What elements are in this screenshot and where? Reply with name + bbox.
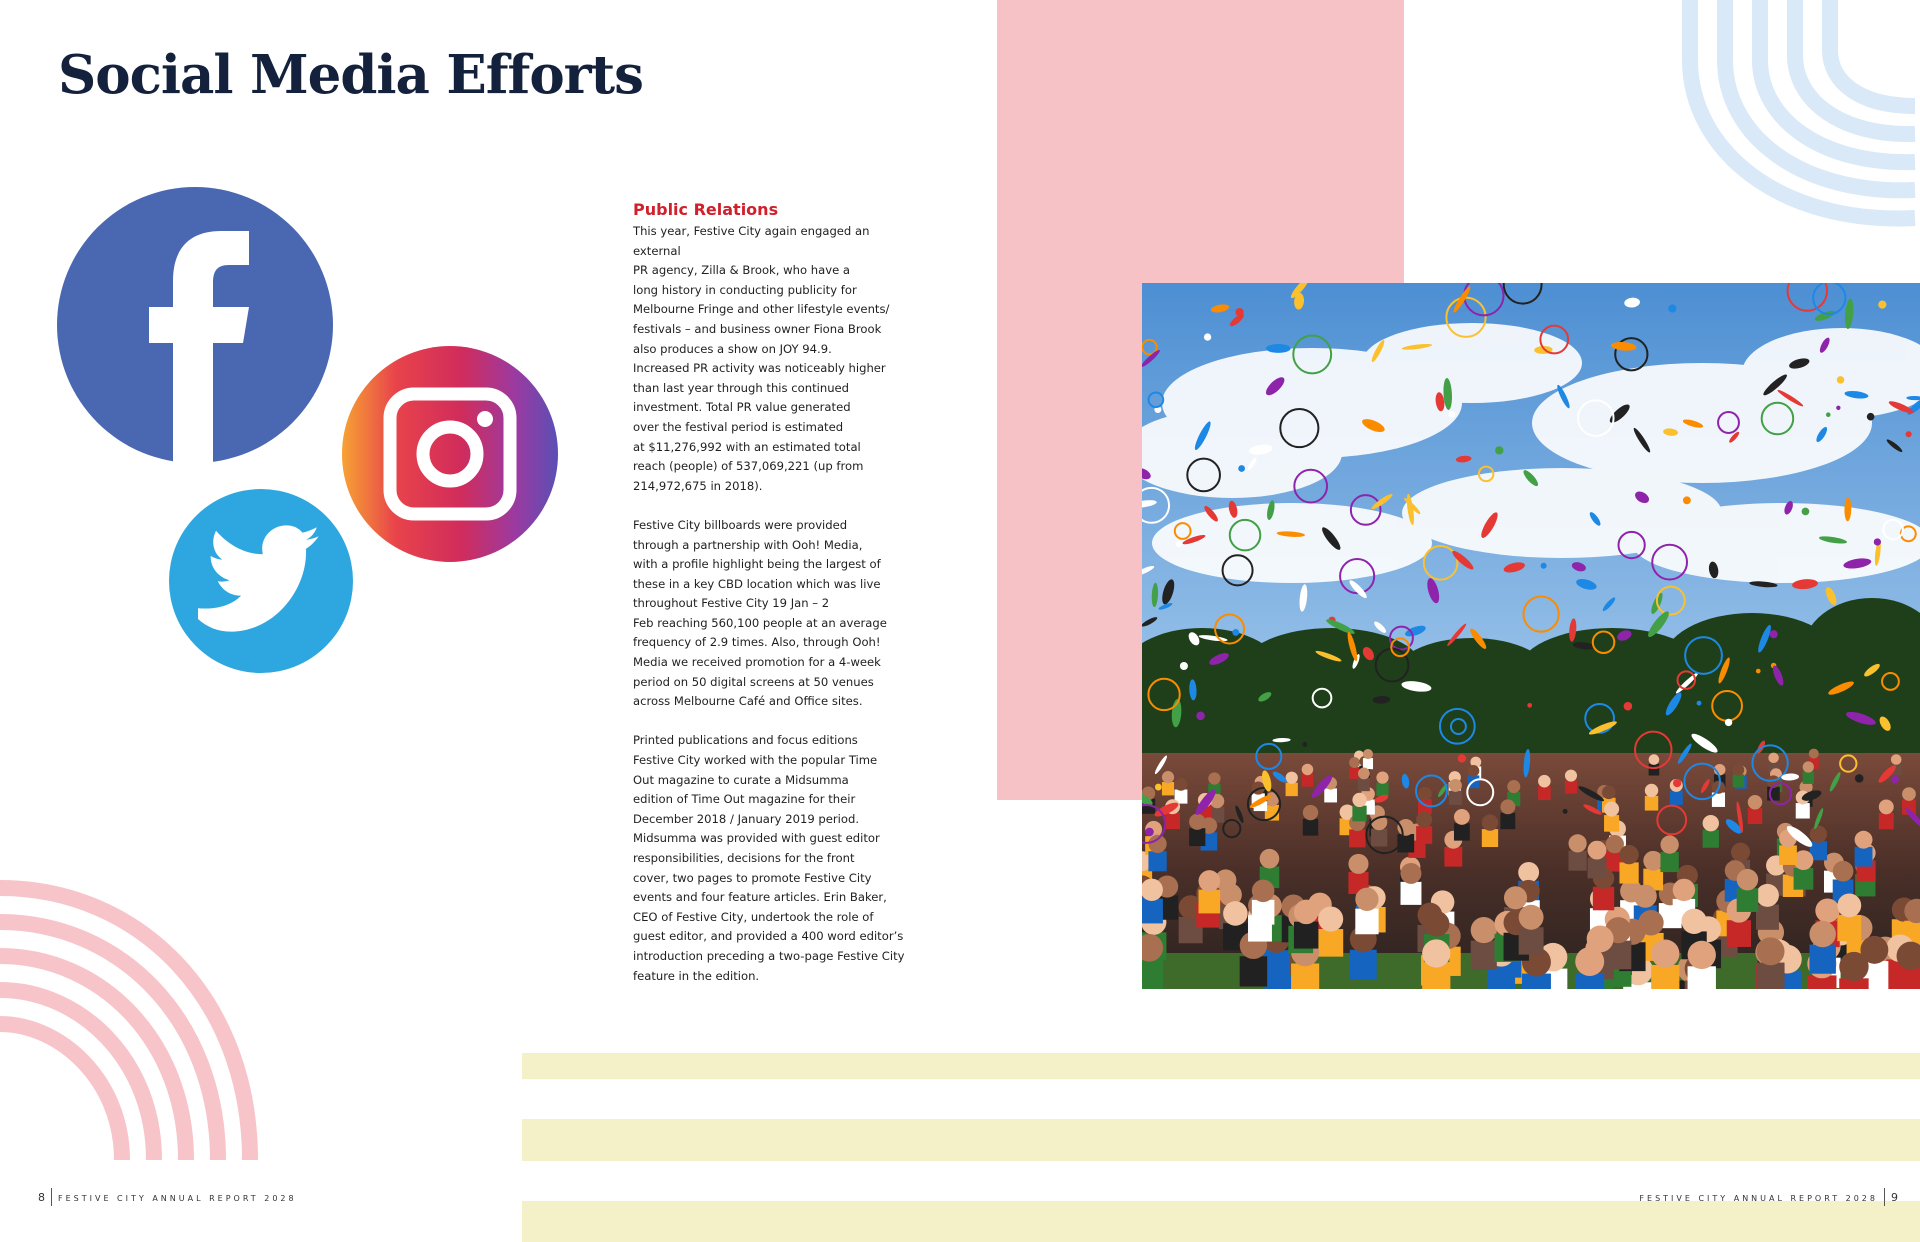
crowd-figure bbox=[1165, 813, 1180, 829]
juggling-object bbox=[1458, 754, 1466, 762]
crowd-figure bbox=[1142, 899, 1163, 924]
crowd-head bbox=[1500, 799, 1515, 814]
page-title: Social Media Efforts bbox=[58, 44, 643, 106]
juggling-object bbox=[1867, 413, 1875, 421]
paragraph: This year, Festive City again engaged an external PR agency, Zilla & Brook, who have a long history in conducting publicity for Melbourne Fringe and other lifestyle events/ festivals – and business owner Fiona Brook also produces a show on JOY 94.9. Increased PR activity was noticeably higher than last year through this continued investment. Total PR value generated over the festival period is estimated at $11,276,992 with an estimated total reach (people) of 537,069,221 (up from 214,972,675 in 2018). bbox=[633, 224, 890, 493]
juggling-object bbox=[1302, 742, 1307, 747]
crowd-figure bbox=[1569, 851, 1587, 871]
crowd-figure bbox=[1500, 813, 1515, 829]
crowd-figure bbox=[1733, 774, 1745, 787]
crowd-head bbox=[1733, 764, 1745, 776]
juggling-object bbox=[1238, 465, 1245, 472]
crowd-head bbox=[1363, 749, 1373, 759]
crowd-head bbox=[1809, 921, 1835, 947]
crowd-head bbox=[1748, 795, 1762, 809]
crowd-head bbox=[1318, 906, 1343, 931]
juggling-object bbox=[1266, 344, 1291, 353]
crowd-figure bbox=[1796, 803, 1810, 818]
juggling-object bbox=[1906, 431, 1912, 437]
footer-divider bbox=[51, 1188, 52, 1206]
page-number-right: 9 bbox=[1891, 1191, 1898, 1204]
juggling-object bbox=[1527, 703, 1532, 708]
crowd-head bbox=[1757, 937, 1785, 965]
footer-report-label: FESTIVE CITY ANNUAL REPORT 2028 bbox=[1639, 1194, 1878, 1203]
crowd-figure bbox=[1189, 828, 1205, 846]
footer-left bbox=[38, 1188, 297, 1206]
juggling-object bbox=[1855, 774, 1864, 783]
crowd-head bbox=[1879, 799, 1894, 814]
juggling-object bbox=[1563, 809, 1568, 814]
crowd-head bbox=[1602, 786, 1616, 800]
juggling-object bbox=[1204, 333, 1211, 340]
page-number-left: 8 bbox=[38, 1191, 45, 1204]
juggling-object bbox=[1673, 779, 1681, 787]
juggling-object bbox=[1826, 412, 1831, 417]
crowd-head bbox=[1162, 771, 1174, 783]
juggling-object bbox=[1802, 508, 1810, 516]
crowd-figure bbox=[1318, 929, 1343, 957]
section-heading: Public Relations bbox=[633, 200, 779, 219]
crowd-figure bbox=[1449, 791, 1462, 805]
crowd-head bbox=[1349, 757, 1360, 768]
crowd-figure bbox=[1422, 965, 1450, 989]
blue-swirl-decoration bbox=[1520, 0, 1920, 230]
crowd-head bbox=[1538, 775, 1551, 788]
crowd-head bbox=[1565, 770, 1577, 782]
crowd-head bbox=[1703, 815, 1719, 831]
crowd-head bbox=[1507, 780, 1520, 793]
crowd-head bbox=[1189, 814, 1205, 830]
crowd-head bbox=[1199, 870, 1221, 892]
crowd-figure bbox=[1352, 806, 1366, 822]
paragraph: Festive City billboards were provided through a partnership with Ooh! Media, with a profile highlight being the largest of these in a key CBD location which was live throughout Festive City 19 Jan – 2 Feb reaching 560,100 people at an average frequency of 2.9 times. Also, through Ooh! Media we received promotion for a 4-week period on 50 digital screens at 50 venues across Melbourne Café and Office sites. bbox=[633, 517, 887, 709]
juggling-object bbox=[1874, 538, 1881, 545]
yellow-stripe bbox=[522, 1053, 1920, 1079]
crowd-figure bbox=[1593, 887, 1614, 911]
juggling-object bbox=[1235, 308, 1243, 316]
crowd-figure bbox=[1649, 764, 1660, 776]
crowd-figure bbox=[1302, 774, 1313, 787]
crowd-figure bbox=[1748, 808, 1762, 824]
crowd-head bbox=[1348, 854, 1368, 874]
instagram-icon bbox=[340, 344, 560, 564]
crowd-figure bbox=[1779, 845, 1797, 865]
crowd-head bbox=[1422, 939, 1450, 967]
crowd-figure bbox=[1757, 963, 1785, 989]
crowd-head bbox=[1688, 941, 1716, 969]
crowd-figure bbox=[1444, 847, 1462, 867]
crowd-figure bbox=[1240, 956, 1267, 986]
juggling-object bbox=[1891, 776, 1899, 784]
crowd-head bbox=[1376, 772, 1388, 784]
crowd-head bbox=[1604, 801, 1619, 816]
crowd-head bbox=[1651, 940, 1679, 968]
crowd-head bbox=[1673, 879, 1695, 901]
crowd-figure bbox=[1371, 829, 1387, 847]
crowd-head bbox=[1619, 845, 1638, 864]
crowd-head bbox=[1504, 886, 1527, 909]
crowd-figure bbox=[1538, 786, 1551, 800]
juggling-object bbox=[1837, 376, 1844, 383]
crowd-figure bbox=[1703, 830, 1719, 848]
crowd-figure bbox=[1879, 813, 1894, 829]
crowd-figure bbox=[1286, 783, 1298, 796]
yellow-stripe bbox=[522, 1201, 1920, 1242]
crowd-figure bbox=[1482, 829, 1498, 847]
crowd-head bbox=[1588, 841, 1607, 860]
crowd-figure bbox=[1688, 966, 1716, 989]
crowd-head bbox=[1855, 831, 1873, 849]
crowd-head bbox=[1768, 753, 1778, 763]
juggling-object bbox=[1232, 629, 1239, 636]
juggling-object bbox=[1495, 446, 1503, 454]
crowd-head bbox=[1575, 947, 1604, 976]
crowd-figure bbox=[1142, 959, 1163, 989]
paragraph: Printed publications and focus editions Festive City worked with the popular Time Out magazine to curate a Midsumma edition of Time Out magazine for their December 2018 / January 2019 period. Midsumma was provided with guest editor responsibilities, decisions for the front cover, two pages to promote Festive City events and four feature articles. Erin Baker, CEO of Festive City, undertook the role of guest editor, and provided a 400 word editor’s introduction preceding a two-page Festive City feature in the edition. bbox=[633, 733, 905, 983]
crowd-figure bbox=[1519, 927, 1544, 954]
crowd-figure bbox=[1837, 915, 1861, 941]
juggling-object bbox=[1683, 496, 1691, 504]
crowd-figure bbox=[1355, 909, 1378, 935]
crowd-head bbox=[1223, 901, 1248, 926]
public-relations-section bbox=[633, 200, 908, 1006]
crowd-figure bbox=[1660, 852, 1678, 872]
crowd-figure bbox=[1294, 922, 1318, 949]
crowd-figure bbox=[1199, 890, 1221, 914]
juggling-object bbox=[1624, 702, 1633, 711]
crowd-head bbox=[1643, 851, 1663, 871]
crowd-head bbox=[1175, 778, 1188, 791]
crowd-figure bbox=[1737, 888, 1759, 912]
juggling-object bbox=[1725, 719, 1732, 726]
crowd-head bbox=[1454, 809, 1470, 825]
twitter-icon bbox=[168, 488, 354, 674]
crowd-head bbox=[1839, 952, 1868, 981]
crowd-head bbox=[1416, 812, 1432, 828]
crowd-figure bbox=[1303, 819, 1318, 836]
crowd-head bbox=[1471, 917, 1497, 943]
pink-arches-decoration bbox=[0, 880, 260, 1170]
crowd-figure bbox=[1350, 950, 1377, 980]
crowd-head bbox=[1803, 761, 1814, 772]
crowd-figure bbox=[1416, 826, 1432, 844]
crowd-figure bbox=[1376, 783, 1388, 796]
crowd-head bbox=[1252, 880, 1275, 903]
crowd-head bbox=[1569, 834, 1587, 852]
crowd-head bbox=[1482, 814, 1498, 830]
crowd-figure bbox=[1400, 882, 1421, 905]
crowd-figure bbox=[1471, 941, 1497, 970]
crowd-head bbox=[1837, 893, 1861, 917]
crowd-head bbox=[1260, 849, 1280, 869]
crowd-figure bbox=[1670, 791, 1683, 805]
festival-crowd-photo bbox=[1142, 283, 1920, 989]
crowd-head bbox=[1468, 765, 1480, 777]
crowd-head bbox=[1519, 905, 1544, 930]
crowd-head bbox=[1294, 900, 1318, 924]
footer-report-label: FESTIVE CITY ANNUAL REPORT 2028 bbox=[58, 1194, 297, 1203]
crowd-figure bbox=[1645, 796, 1658, 811]
crowd-figure bbox=[1619, 862, 1638, 883]
crowd-figure bbox=[1897, 967, 1920, 989]
crowd-head bbox=[1815, 898, 1839, 922]
crowd-figure bbox=[1588, 858, 1607, 879]
crowd-head bbox=[1352, 793, 1366, 807]
juggling-object bbox=[1196, 712, 1205, 721]
juggling-object bbox=[1770, 630, 1778, 638]
crowd-head bbox=[1208, 772, 1220, 784]
crowd-head bbox=[1634, 885, 1657, 908]
crowd-head bbox=[1891, 754, 1902, 765]
crowd-head bbox=[1809, 749, 1819, 759]
juggling-object bbox=[1756, 669, 1761, 674]
crowd-figure bbox=[1349, 829, 1365, 847]
juggling-object bbox=[1176, 541, 1182, 547]
crowd-head bbox=[1418, 787, 1432, 801]
crowd-head bbox=[1649, 754, 1660, 765]
crowd-figure bbox=[1651, 965, 1679, 989]
footer-divider bbox=[1884, 1188, 1885, 1206]
crowd-head bbox=[1660, 835, 1678, 853]
crowd-head bbox=[1358, 767, 1370, 779]
crowd-figure bbox=[1324, 788, 1337, 802]
crowd-head bbox=[1397, 819, 1414, 836]
crowd-head bbox=[1737, 869, 1759, 891]
crowd-head bbox=[1302, 764, 1313, 775]
crowd-figure bbox=[1148, 851, 1166, 871]
juggling-object bbox=[1836, 406, 1840, 410]
crowd-figure bbox=[1358, 778, 1370, 791]
juggling-object bbox=[1145, 828, 1154, 837]
crowd-figure bbox=[1162, 782, 1174, 795]
crowd-figure bbox=[1794, 868, 1814, 890]
crowd-head bbox=[1148, 835, 1166, 853]
crowd-figure bbox=[1454, 823, 1470, 840]
crowd-head bbox=[1518, 862, 1539, 883]
crowd-figure bbox=[1727, 920, 1751, 947]
crowd-head bbox=[1400, 863, 1421, 884]
juggling-object bbox=[1180, 662, 1188, 670]
juggling-object bbox=[1541, 563, 1547, 569]
crowd-figure bbox=[1291, 964, 1319, 989]
crowd-figure bbox=[1809, 945, 1835, 974]
yellow-stripe bbox=[522, 1119, 1920, 1161]
crowd-head bbox=[1833, 861, 1854, 882]
footer-right bbox=[1639, 1188, 1898, 1206]
juggling-object bbox=[1668, 304, 1676, 312]
crowd-head bbox=[1424, 911, 1450, 937]
crowd-head bbox=[1286, 772, 1298, 784]
juggling-object bbox=[1155, 784, 1162, 791]
crowd-figure bbox=[1803, 771, 1814, 783]
crowd-figure bbox=[1252, 900, 1275, 925]
crowd-head bbox=[1756, 884, 1779, 907]
juggling-object bbox=[1697, 701, 1702, 706]
crowd-head bbox=[1810, 826, 1827, 843]
crowd-head bbox=[1731, 843, 1750, 862]
crowd-figure bbox=[1756, 905, 1779, 930]
crowd-figure bbox=[1855, 847, 1873, 867]
juggling-object bbox=[1878, 300, 1886, 308]
crowd-head bbox=[1303, 805, 1318, 820]
crowd-figure bbox=[1604, 815, 1619, 832]
crowd-head bbox=[1902, 787, 1916, 801]
crowd-head bbox=[1449, 779, 1462, 792]
crowd-head bbox=[1681, 909, 1706, 934]
juggling-object bbox=[1448, 411, 1455, 418]
crowd-head bbox=[1355, 888, 1378, 911]
crowd-head bbox=[1645, 784, 1658, 797]
facebook-icon bbox=[55, 185, 335, 465]
crowd-figure bbox=[1565, 780, 1577, 793]
